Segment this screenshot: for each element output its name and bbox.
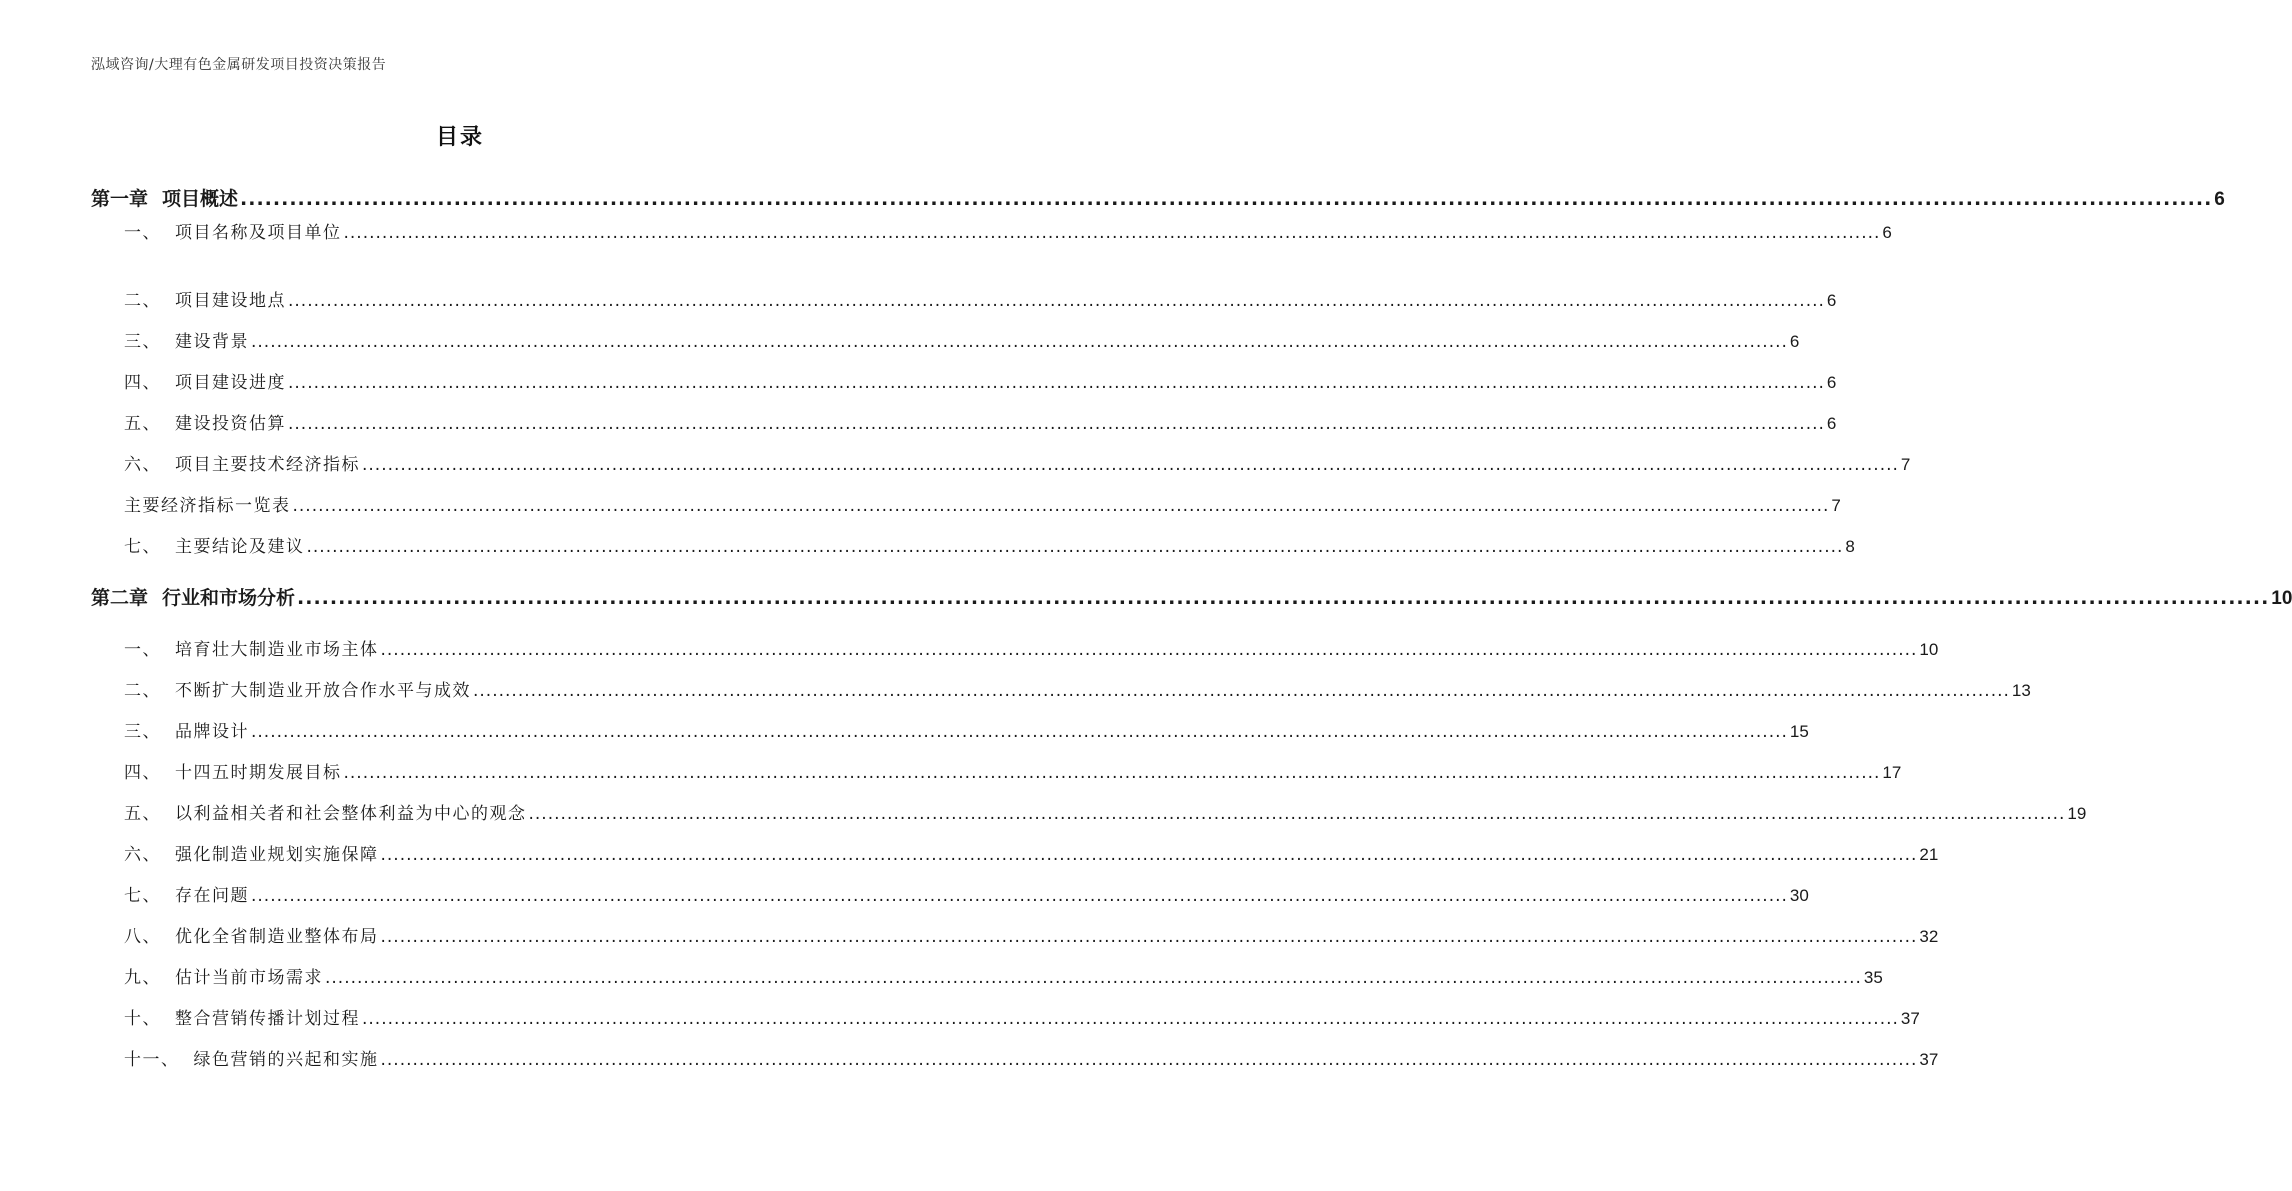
toc-entry-number: 第一章 bbox=[91, 188, 149, 210]
toc-entry-page: 19 bbox=[2067, 804, 2087, 823]
toc-entry-label: 行业和市场分析 bbox=[162, 587, 296, 609]
toc-entry-number: 三、 bbox=[124, 722, 161, 742]
toc-entry-label: 存在问题 bbox=[175, 886, 249, 906]
toc-leader-dots: ................................................................................................................................................................................................................................................ bbox=[292, 496, 1830, 516]
toc-entry-page: 6 bbox=[1826, 291, 1837, 310]
toc-entry-label: 主要结论及建议 bbox=[175, 537, 305, 557]
toc-entry-section[interactable] bbox=[91, 327, 1800, 352]
toc-entry-label: 建设背景 bbox=[175, 332, 249, 352]
toc-entry-label: 绿色营销的兴起和实施 bbox=[193, 1050, 379, 1070]
toc-entry-number: 五、 bbox=[124, 414, 161, 434]
toc-entry-section[interactable] bbox=[91, 409, 1837, 434]
toc-entry-label: 项目概述 bbox=[162, 188, 239, 210]
toc-entry-section[interactable] bbox=[91, 1045, 1939, 1070]
toc-leader-dots: ................................................................................................................................................................................................................................................ bbox=[528, 804, 2066, 824]
toc-entry-label: 不断扩大制造业开放合作水平与成效 bbox=[175, 681, 471, 701]
toc-entry-number: 七、 bbox=[124, 886, 161, 906]
toc-entry-page: 37 bbox=[1900, 1009, 1920, 1028]
toc-entry-page: 6 bbox=[1882, 223, 1892, 242]
toc-entry-label: 主要经济指标一览表 bbox=[124, 496, 291, 516]
toc-leader-dots: ................................................................................................................................................................................................................................................ bbox=[288, 291, 1825, 311]
toc-entry-number: 一、 bbox=[124, 640, 161, 660]
toc-leader-dots: ................................................................................................................................................................................................................................................ bbox=[288, 414, 1825, 434]
toc-entry-section[interactable] bbox=[91, 635, 1939, 660]
toc-entry-page: 37 bbox=[1919, 1050, 1939, 1069]
toc-leader-dots: ................................................................................................................................................................................................................................................ bbox=[362, 1009, 1899, 1029]
toc-entry-page: 15 bbox=[1789, 722, 1809, 741]
toc-leader-dots: ................................................................................................................................................................................................................................................ bbox=[251, 886, 1788, 906]
running-header: 泓域咨询/大理有色金属研发项目投资决策报告 bbox=[91, 57, 387, 73]
toc-entry-number: 四、 bbox=[124, 373, 161, 393]
toc-leader-dots: ................................................................................................................................................................................................................................................ bbox=[306, 537, 1844, 557]
toc-entry-number: 七、 bbox=[124, 537, 161, 557]
toc-entry-page: 35 bbox=[1863, 968, 1883, 987]
toc-entry-chapter-1[interactable] bbox=[91, 184, 2225, 211]
toc-entry-label: 以利益相关者和社会整体利益为中心的观念 bbox=[175, 804, 527, 824]
toc-entry-table[interactable] bbox=[91, 491, 1841, 516]
toc-entry-chapter-2[interactable] bbox=[91, 583, 2292, 610]
toc-entry-page: 21 bbox=[1919, 845, 1939, 864]
toc-entry-page: 10 bbox=[2271, 588, 2292, 609]
toc-entry-label: 优化全省制造业整体布局 bbox=[175, 927, 379, 947]
toc-entry-label: 估计当前市场需求 bbox=[175, 968, 323, 988]
toc-entry-section[interactable] bbox=[91, 963, 1883, 988]
toc-entry-number: 二、 bbox=[124, 681, 161, 701]
toc-leader-dots: ................................................................................................................................................................................................................................................ bbox=[362, 455, 1899, 475]
toc-entry-section[interactable] bbox=[91, 286, 1837, 311]
toc-entry-label: 建设投资估算 bbox=[175, 414, 286, 434]
toc-entry-number: 二、 bbox=[124, 291, 161, 311]
toc-entry-number: 八、 bbox=[124, 927, 161, 947]
toc-leader-dots: ................................................................................................................................................................................................................................................ bbox=[380, 845, 1918, 865]
toc-entry-label: 项目主要技术经济指标 bbox=[175, 455, 360, 475]
toc-entry-page: 7 bbox=[1831, 496, 1841, 515]
toc-entry-label: 整合营销传播计划过程 bbox=[175, 1009, 360, 1029]
toc-entry-number: 四、 bbox=[124, 763, 161, 783]
toc-entry-page: 8 bbox=[1845, 537, 1855, 556]
toc-title: 目录 bbox=[435, 125, 484, 150]
toc-entry-section[interactable] bbox=[91, 717, 1809, 742]
toc-entry-section[interactable] bbox=[91, 758, 1902, 783]
toc-entry-page: 30 bbox=[1789, 886, 1809, 905]
toc-entry-section[interactable] bbox=[91, 881, 1809, 906]
toc-leader-dots: ................................................................................................................................................................................................................................................ bbox=[473, 681, 2010, 701]
toc-leader-dots: ................................................................................................................................................................................................................................................ bbox=[380, 927, 1918, 947]
toc-leader-dots: ................................................................................................................................................................................................................................................ bbox=[297, 587, 2270, 609]
toc-leader-dots: ................................................................................................................................................................................................................................................ bbox=[343, 223, 1881, 243]
toc-entry-page: 6 bbox=[1826, 414, 1837, 433]
toc-entry-page: 17 bbox=[1882, 763, 1902, 782]
toc-entry-section[interactable] bbox=[91, 532, 1855, 557]
toc-entry-section[interactable] bbox=[91, 799, 2087, 824]
toc-entry-label: 项目建设地点 bbox=[175, 291, 286, 311]
toc-entry-label: 强化制造业规划实施保障 bbox=[175, 845, 379, 865]
toc-leader-dots: ................................................................................................................................................................................................................................................ bbox=[251, 332, 1788, 352]
toc-entry-page: 10 bbox=[1919, 640, 1939, 659]
toc-entry-page: 6 bbox=[2214, 189, 2225, 210]
toc-entry-label: 十四五时期发展目标 bbox=[175, 763, 342, 783]
toc-entry-section[interactable] bbox=[91, 218, 1892, 243]
toc-entry-number: 十一、 bbox=[124, 1050, 180, 1070]
toc-leader-dots: ................................................................................................................................................................................................................................................ bbox=[343, 763, 1881, 783]
toc-leader-dots: ................................................................................................................................................................................................................................................ bbox=[251, 722, 1788, 742]
toc-entry-label: 培育壮大制造业市场主体 bbox=[175, 640, 379, 660]
toc-leader-dots: ................................................................................................................................................................................................................................................ bbox=[288, 373, 1825, 393]
toc-entry-page: 6 bbox=[1789, 332, 1800, 351]
toc-entry-section[interactable] bbox=[91, 922, 1939, 947]
toc-entry-section[interactable] bbox=[91, 840, 1939, 865]
toc-entry-number: 三、 bbox=[124, 332, 161, 352]
toc-entry-number: 九、 bbox=[124, 968, 161, 988]
toc-leader-dots: ................................................................................................................................................................................................................................................ bbox=[325, 968, 1862, 988]
toc-leader-dots: ................................................................................................................................................................................................................................................ bbox=[380, 1050, 1918, 1070]
toc-entry-number: 五、 bbox=[124, 804, 161, 824]
toc-entry-label: 项目建设进度 bbox=[175, 373, 286, 393]
toc-entry-page: 7 bbox=[1900, 455, 1911, 474]
toc-entry-number: 六、 bbox=[124, 845, 161, 865]
toc-entry-page: 6 bbox=[1826, 373, 1837, 392]
toc-entry-number: 十、 bbox=[124, 1009, 161, 1029]
toc-entry-page: 32 bbox=[1919, 927, 1939, 946]
toc-entry-number: 一、 bbox=[124, 223, 161, 243]
toc-entry-section[interactable] bbox=[91, 1004, 1920, 1029]
toc-entry-label: 品牌设计 bbox=[175, 722, 249, 742]
toc-entry-section[interactable] bbox=[91, 368, 1837, 393]
toc-entry-section[interactable] bbox=[91, 676, 2031, 701]
toc-entry-number: 六、 bbox=[124, 455, 161, 475]
toc-entry-number: 第二章 bbox=[91, 587, 149, 609]
toc-entry-label: 项目名称及项目单位 bbox=[175, 223, 342, 243]
toc-entry-section[interactable] bbox=[91, 450, 1911, 475]
toc-entry-page: 13 bbox=[2011, 681, 2031, 700]
table-of-contents bbox=[91, 0, 2292, 1191]
toc-leader-dots: ................................................................................................................................................................................................................................................ bbox=[240, 188, 2213, 210]
toc-leader-dots: ................................................................................................................................................................................................................................................ bbox=[380, 640, 1918, 660]
